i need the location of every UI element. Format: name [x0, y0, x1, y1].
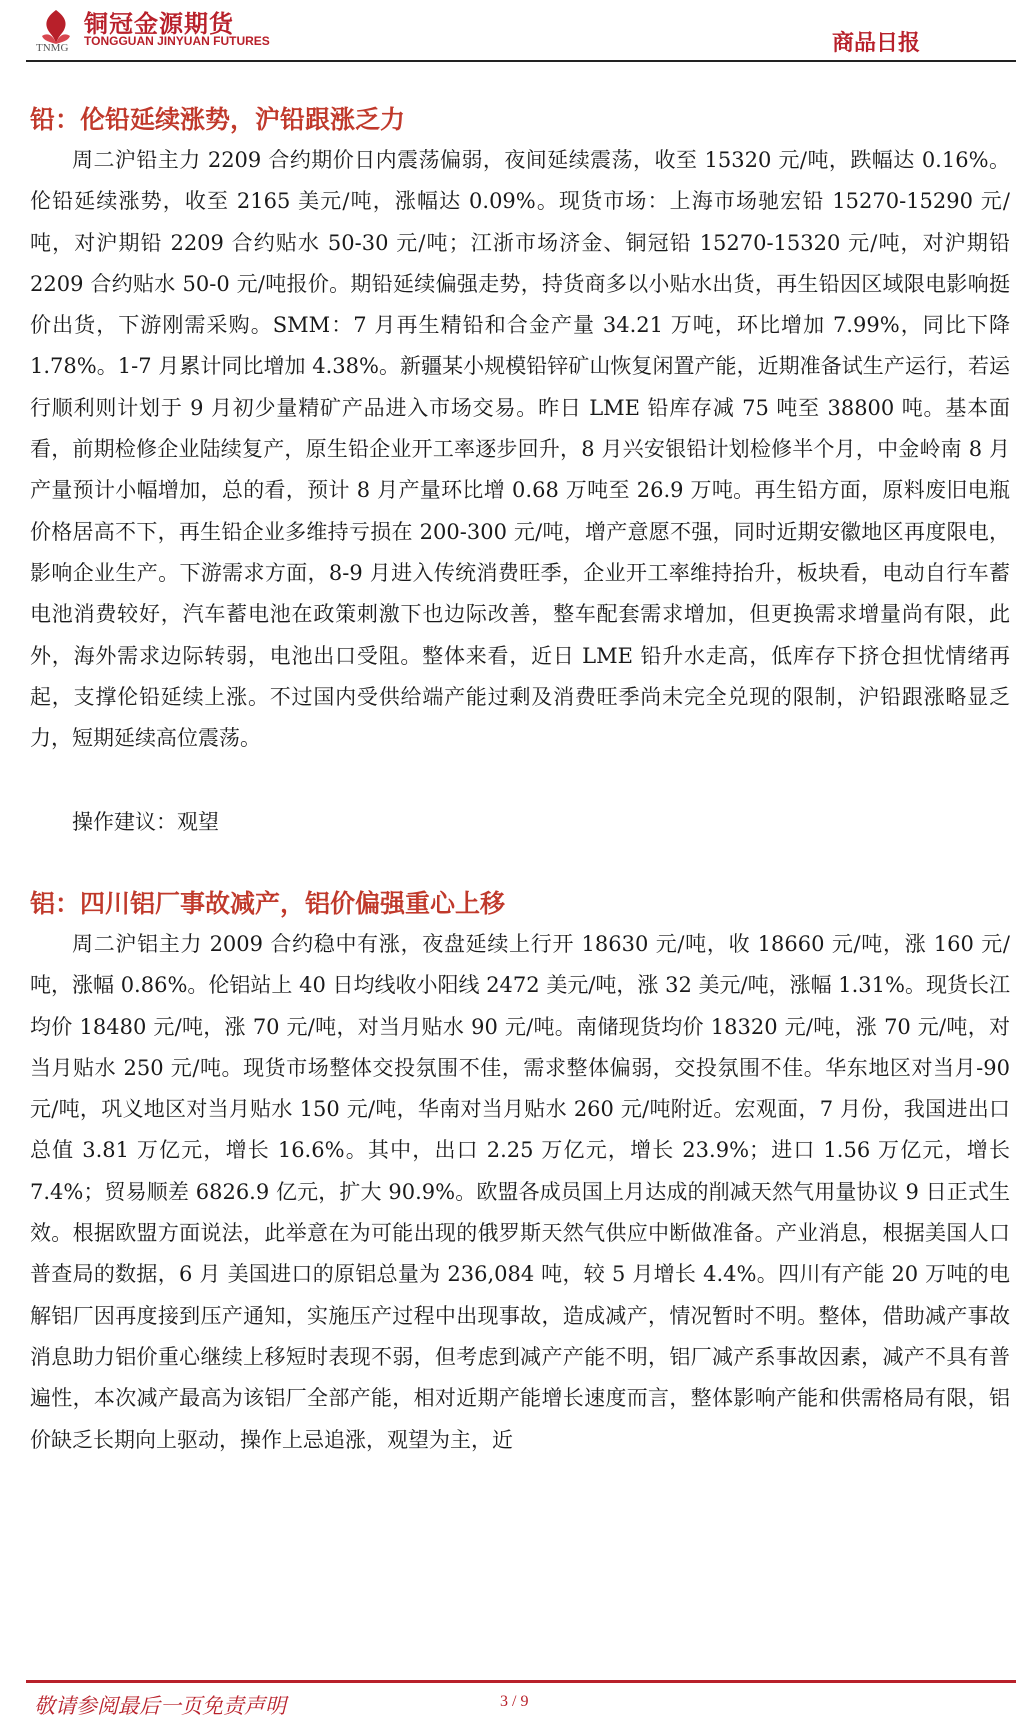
- section-title-lead: 铅：伦铅延续涨势，沪铅跟涨乏力: [30, 105, 406, 134]
- footer-divider: [26, 1680, 1016, 1683]
- section-title-aluminum: 铝：四川铝厂事故减产，铝价偏强重心上移: [30, 889, 506, 918]
- brand-name-cn: 铜冠金源期货: [84, 10, 234, 38]
- brand-name-en: TONGGUAN JINYUAN FUTURES: [84, 34, 270, 48]
- page-header: [0, 0, 1016, 66]
- page-number: 3 / 9: [500, 1693, 529, 1710]
- disclaimer-note: 敬请参阅最后一页免责声明: [34, 1694, 286, 1718]
- section-body-lead: 周二沪铅主力 2209 合约期价日内震荡偏弱，夜间延续震荡，收至 15320 元/吨，跌幅达 0.16%。伦铅延续涨势，收至 2165 美元/吨，涨幅达 0.09%。现货市场：上海市场驰宏铅 15270-15290 元/吨，对沪期铅 2209 合约贴水 50-30 元/吨；江浙市场济金、铜冠铅 15270-15320 元/吨，对沪期铅 2209 合约贴水 50-0 元/吨报价。期铅延续偏强走势，持货商多以小贴水出货，再生铅因区域限电影响挺价出货，下游刚需采购。SMM：7 月再生精铅和合金产量 34.21 万吨，环比增加 7.99%，同比下降 1.78%。1-7 月累计同比增加 4.38%。新疆某小规模铅锌矿山恢复闲置产能，近期准备试生产运行，若运行顺利则计划于 9 月初少量精矿产品进入市场交易。昨日 LME 铅库存减 75 吨至 38800 吨。基本面看，前期检修企业陆续复产，原生铅企业开工率逐步回升，8 月兴安银铅计划检修半个月，中金岭南 8 月产量预计小幅增加，总的看，预计 8 月产量环比增 0.68 万吨至 26.9 万吨。再生铅方面，原料废旧电瓶价格居高不下，再生铅企业多维持亏损在 200-300 元/吨，增产意愿不强，同时近期安徽地区再度限电，影响企业生产。下游需求方面，8-9 月进入传统消费旺季，企业开工率维持抬升，板块看，电动自行车蓄电池消费较好，汽车蓄电池在政策刺激下也边际改善，整车配套需求增加，但更换需求增量尚有限，此外，海外需求边际转弱，电池出口受阻。整体来看，近日 LME 铅升水走高，低库存下挤仓担忧情绪再起，支撑伦铅延续上涨。不过国内受供给端产能过剩及消费旺季尚未完全兑现的限制，沪铅跟涨略显乏力，短期延续高位震荡。: [30, 148, 1010, 751]
- section-body-aluminum: 周二沪铝主力 2009 合约稳中有涨，夜盘延续上行开 18630 元/吨，收 18660 元/吨，涨 160 元/吨，涨幅 0.86%。伦铝站上 40 日均线收小阳线 2472 美元/吨，涨 32 美元/吨，涨幅 1.31%。现货长江均价 18480 元/吨，涨 70 元/吨，对当月贴水 90 元/吨。南储现货均价 18320 元/吨，涨 70 元/吨，对当月贴水 250 元/吨。现货市场整体交投氛围不佳，需求整体偏弱，交投氛围不佳。华东地区对当月-90 元/吨，巩义地区对当月贴水 150 元/吨，华南对当月贴水 260 元/吨附近。宏观面，7 月份，我国进出口总值 3.81 万亿元，增长 16.6%。其中，出口 2.25 万亿元，增长 23.9%；进口 1.56 万亿元，增长 7.4%；贸易顺差 6826.9 亿元，扩大 90.9%。欧盟各成员国上月达成的削减天然气用量协议 9 日正式生效。根据欧盟方面说法，此举意在为可能出现的俄罗斯天然气供应中断做准备。产业消息，根据美国人口普查局的数据，6 月 美国进口的原铝总量为 236,084 吨，较 5 月增长 4.4%。四川有产能 20 万吨的电解铝厂因再度接到压产通知，实施压产过程中出现事故，造成减产，情况暂时不明。整体，借助减产事故消息助力铝价重心继续上移短时表现不弱，但考虑到减产产能不明，铝厂减产系事故因素，减产不具有普遍性，本次减产最高为该铝厂全部产能，相对近期产能增长速度而言，整体影响产能和供需格局有限，铝价缺乏长期向上驱动，操作上忌追涨，观望为主，近: [30, 932, 1010, 1452]
- brand-abbreviation: TNMG: [36, 42, 69, 54]
- header-divider: [26, 60, 1016, 62]
- operation-advice: 操作建议：观望: [72, 810, 219, 834]
- report-type: 商品日报: [831, 31, 920, 56]
